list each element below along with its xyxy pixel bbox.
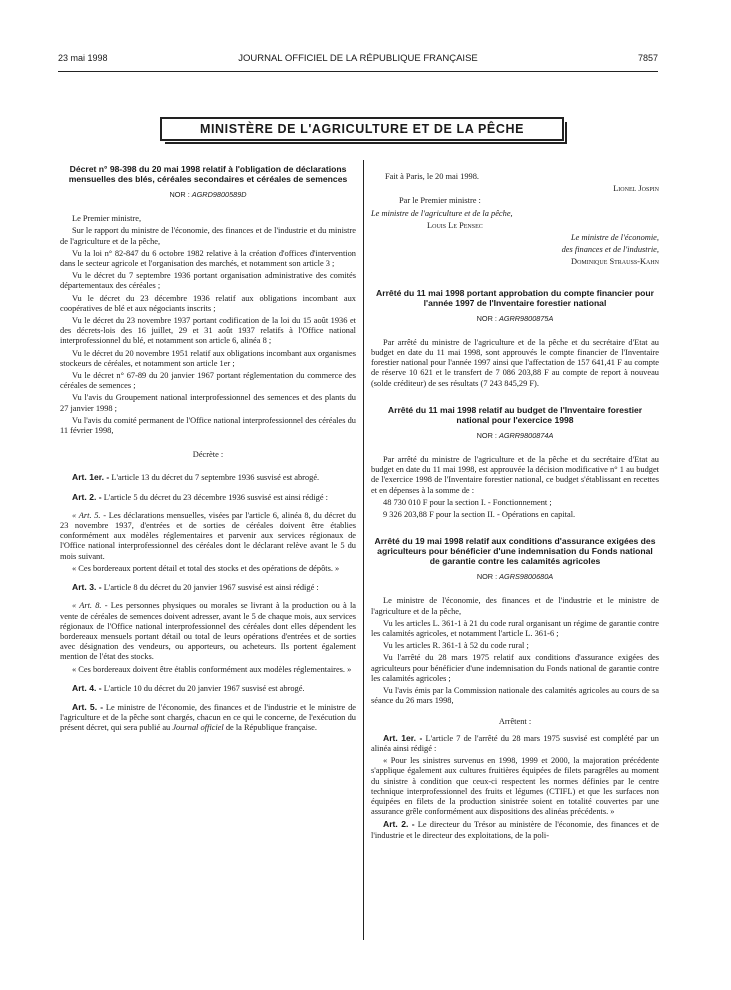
arrete-3-article-1: Art. 1er. - L'article 7 de l'arrêté du 28 mars 1975 susvisé est complété par un alinéa ainsi rédigé : [371, 732, 659, 753]
column-divider [363, 160, 364, 940]
page-number: 7857 [637, 53, 658, 63]
right-column [371, 172, 659, 843]
article-label: Art. 3. - [72, 582, 102, 593]
article-2-quote: « Art. 5. - Les déclarations mensuelles, visées par l'article 6, alinéa 8, du décret du 23 novembre 1937, d'entrées et de sorties de céréales doivent être établies conformément aux modèles réglementaires et parvenir aux services régionaux de l'Office national interprofessionnel des céréales dont le déclarant relève avant le 5 du mois suivant. [60, 510, 356, 561]
arrete-1-nor: NOR : AGRR9800875A [476, 313, 554, 323]
decree-title: Décret n° 98-398 du 20 mai 1998 relatif à l'obligation de déclarations mensuelles des blés, céréales secondaires et céréales de semences [68, 164, 348, 184]
article-2: Art. 2. - L'article 5 du décret du 23 décembre 1936 susvisé est ainsi rédigé : [72, 491, 329, 502]
article-3-quote: « Art. 8. - Les personnes physiques ou morales se livrant à la production ou à la vente de céréales de semences doivent adresser, avant le 5 de chaque mois, aux services régionaux de l'Office national interprofessionnel des céréales dont elles dépendent les bordereaux mensuels portant détail ou total de leurs opérations d'entrées et de sorties avec désignation des vendeurs, ou apporteurs, ou acheteurs. Ils portent également mention de l'état des stocks. [60, 601, 356, 662]
decree-visa: Vu le décret du 23 décembre 1936 relatif aux obligations incombant aux coopératives de blé et aux négociants inscrits ; [60, 293, 356, 313]
arrete-3-visa: Vu les articles R. 361-1 à 52 du code rural ; [383, 641, 529, 651]
decree-visa: Vu le décret du 23 novembre 1937 portant codification de la loi du 15 août 1936 et des décrets-lois des 16 juillet, 29 et 31 août 1937 relatifs à l'Office national interprofessionnel du blé, et notamment son article 6, alinéa 8 ; [60, 316, 356, 346]
arrete-2-line: 9 326 203,88 F pour la section II. - Opérations en capital. [383, 510, 576, 520]
arrete-3-title: Arrêté du 19 mai 1998 relatif aux conditions d'assurance exigées des agriculteurs pour bénéficier d'une indemnisation du Fonds national de garantie contre les calamités agricoles [374, 536, 656, 567]
arrete-2-line: 48 730 010 F pour la section I. - Fonctionnement ; [383, 497, 552, 507]
minister-economy-line2: des finances et de l'industrie, [561, 245, 659, 255]
decree-visa: Vu la loi n° 82-847 du 6 octobre 1982 relative à la création d'offices d'intervention dans le secteur agricole et l'organisation des marchés, et notamment son article 3 ; [60, 248, 356, 269]
minister-agriculture: Le ministre de l'agriculture et de la pêche, [371, 208, 513, 218]
decree-visa: Vu l'avis du Groupement national interprofessionnel des semences et des plants du 27 janvier 1998 ; [60, 393, 356, 413]
decree-visa: Vu le décret n° 67-89 du 20 janvier 1967 portant réglementation du commerce des céréales de semences ; [60, 371, 356, 391]
article-label: Art. 2. - [72, 491, 102, 502]
decree-visa: Vu l'avis du comité permanent de l'Office national interprofessionnel des céréales du 11 février 1998, [60, 415, 356, 436]
arrete-3-visa: Vu l'avis émis par la Commission nationale des calamités agricoles au cours de sa séance du 26 mars 1998, [371, 686, 659, 706]
arrete-2-text: Par arrêté du ministre de l'agriculture et de la pêche et du secrétaire d'Etat au budget en date du 11 mai 1998, est approuvée la décision modificative n° 1 au budget de l'exercice 1998 de l'Inventaire forestier national, ce budget s'établissant en recettes et en dépenses à la somme de : [371, 455, 659, 495]
decrete-heading: Décrète : [192, 450, 224, 460]
signature-place-date: Fait à Paris, le 20 mai 1998. [385, 172, 479, 181]
article-5: Art. 5. - Le ministre de l'économie, des finances et de l'industrie et le ministre de l'agriculture et de la pêche sont chargés, chacun en ce qui le concerne, de l'exécution du présent décret, qui sera publié au Journal officiel de la République française. [60, 701, 356, 733]
arrete-3-visa: Vu les articles L. 361-1 à 21 du code rural organisant un régime de garantie contre les calamités agricoles, et notamment l'article L. 361-6 ; [371, 618, 659, 639]
journal-officiel-ref: Journal officiel [172, 723, 224, 733]
signatory-economy: Dominique Strauss-Kahn [571, 257, 659, 267]
left-column [60, 164, 356, 736]
ministry-banner [160, 117, 564, 141]
minister-economy-line1: Le ministre de l'économie, [570, 233, 659, 243]
issue-date: 23 mai 1998 [58, 53, 108, 63]
arrete-3-article-2: Art. 2. - Le directeur du Trésor au ministère de l'économie, des finances et de l'industrie et le directeur des exploitations, de la poli- [371, 819, 659, 840]
article-label: Art. 4. - [72, 682, 102, 693]
decree-nor-code: AGRD9800589D [191, 190, 247, 199]
signatory-prime-minister: Lionel Jospin [613, 184, 659, 194]
decree-visa: Vu le décret du 7 septembre 1936 portant organisation administrative des comités départementaux des céréales ; [60, 271, 356, 291]
article-1: Art. 1er. - L'article 13 du décret du 7 septembre 1936 susvisé est abrogé. [72, 472, 320, 483]
article-3-quote-end: « Ces bordereaux doivent être établis conformément aux modèles réglementaires. » [72, 664, 352, 674]
arrete-3-nor: NOR : AGRS9800680A [476, 572, 554, 582]
article-label: Art. 5. - [72, 701, 104, 712]
arrete-1-text: Par arrêté du ministre de l'agriculture et de la pêche et du secrétaire d'Etat au budget en date du 11 mai 1998, sont approuvés le compte financier de l'Inventaire forestier national pour l'année 1997 ainsi que l'affectation de 157 641,41 F au compte de réserve 10 621 et le transfert de 7 086 203,88 F au compte de report à nouveau (solde créditeur) de ses résultats (7 243 845,29 F). [371, 337, 659, 388]
decree-preamble: Le Premier ministre, [72, 214, 142, 224]
page-header [58, 53, 658, 69]
ministry-title: MINISTÈRE DE L'AGRICULTURE ET DE LA PÊCHE [199, 122, 525, 136]
journal-title: JOURNAL OFFICIEL DE LA RÉPUBLIQUE FRANÇAISE [238, 53, 478, 64]
signatory-agriculture: Louis Le Pensec [427, 220, 483, 230]
arrete-1-title: Arrêté du 11 mai 1998 portant approbation du compte financier pour l'année 1997 de l'Inventaire forestier national [376, 287, 654, 308]
decree-nor: NOR : AGRD9800589D [169, 190, 247, 199]
decree-paragraph: Sur le rapport du ministre de l'économie, des finances et de l'industrie et du ministre de l'agriculture et de la pêche, [60, 226, 356, 246]
article-label: Art. 1er. - [72, 472, 110, 483]
decree-visa: Vu le décret du 20 novembre 1951 relatif aux obligations incombant aux organismes stockeurs de céréales, et notamment son article 1er ; [60, 348, 356, 368]
signature-by: Par le Premier ministre : [399, 196, 481, 206]
header-rule [58, 71, 658, 72]
arrete-2-nor: NOR : AGRR9800874A [476, 430, 554, 440]
arretent-heading: Arrêtent : [498, 716, 532, 726]
arrete-3-article-1-quote: « Pour les sinistres survenus en 1998, 1999 et 2000, la majoration précédente s'applique également aux cultures fruitières équipées de filets paragrêles au moment du sinistre à condition que ceux-ci respectent les normes définies par le centre technique interprofessionnel des fruits et légumes (CTIFL) et que les surfaces non équipées en filets de la production sinistrée soient en totalité couvertes par une assurance grêle conformément aux dispositions des alinéas précédents. » [371, 756, 659, 817]
arrete-3-visa: Vu l'arrêté du 28 mars 1975 relatif aux conditions d'assurance exigées des agriculteurs pour bénéficier d'une indemnisation du Fonds national de garantie contre les calamités agricoles ; [371, 653, 659, 683]
article-2-quote-end: « Ces bordereaux portent détail et total des stocks et des opérations de dépôts. » [72, 563, 340, 573]
article-4: Art. 4. - L'article 10 du décret du 20 janvier 1967 susvisé est abrogé. [72, 682, 305, 693]
article-3: Art. 3. - L'article 8 du décret du 20 janvier 1967 susvisé est ainsi rédigé : [72, 582, 319, 593]
arrete-2-title: Arrêté du 11 mai 1998 relatif au budget de l'Inventaire forestier national pour l'exercice 1998 [387, 404, 643, 425]
arrete-3-preamble: Le ministre de l'économie, des finances et de l'industrie et le ministre de l'agriculture et de la pêche, [371, 596, 659, 616]
